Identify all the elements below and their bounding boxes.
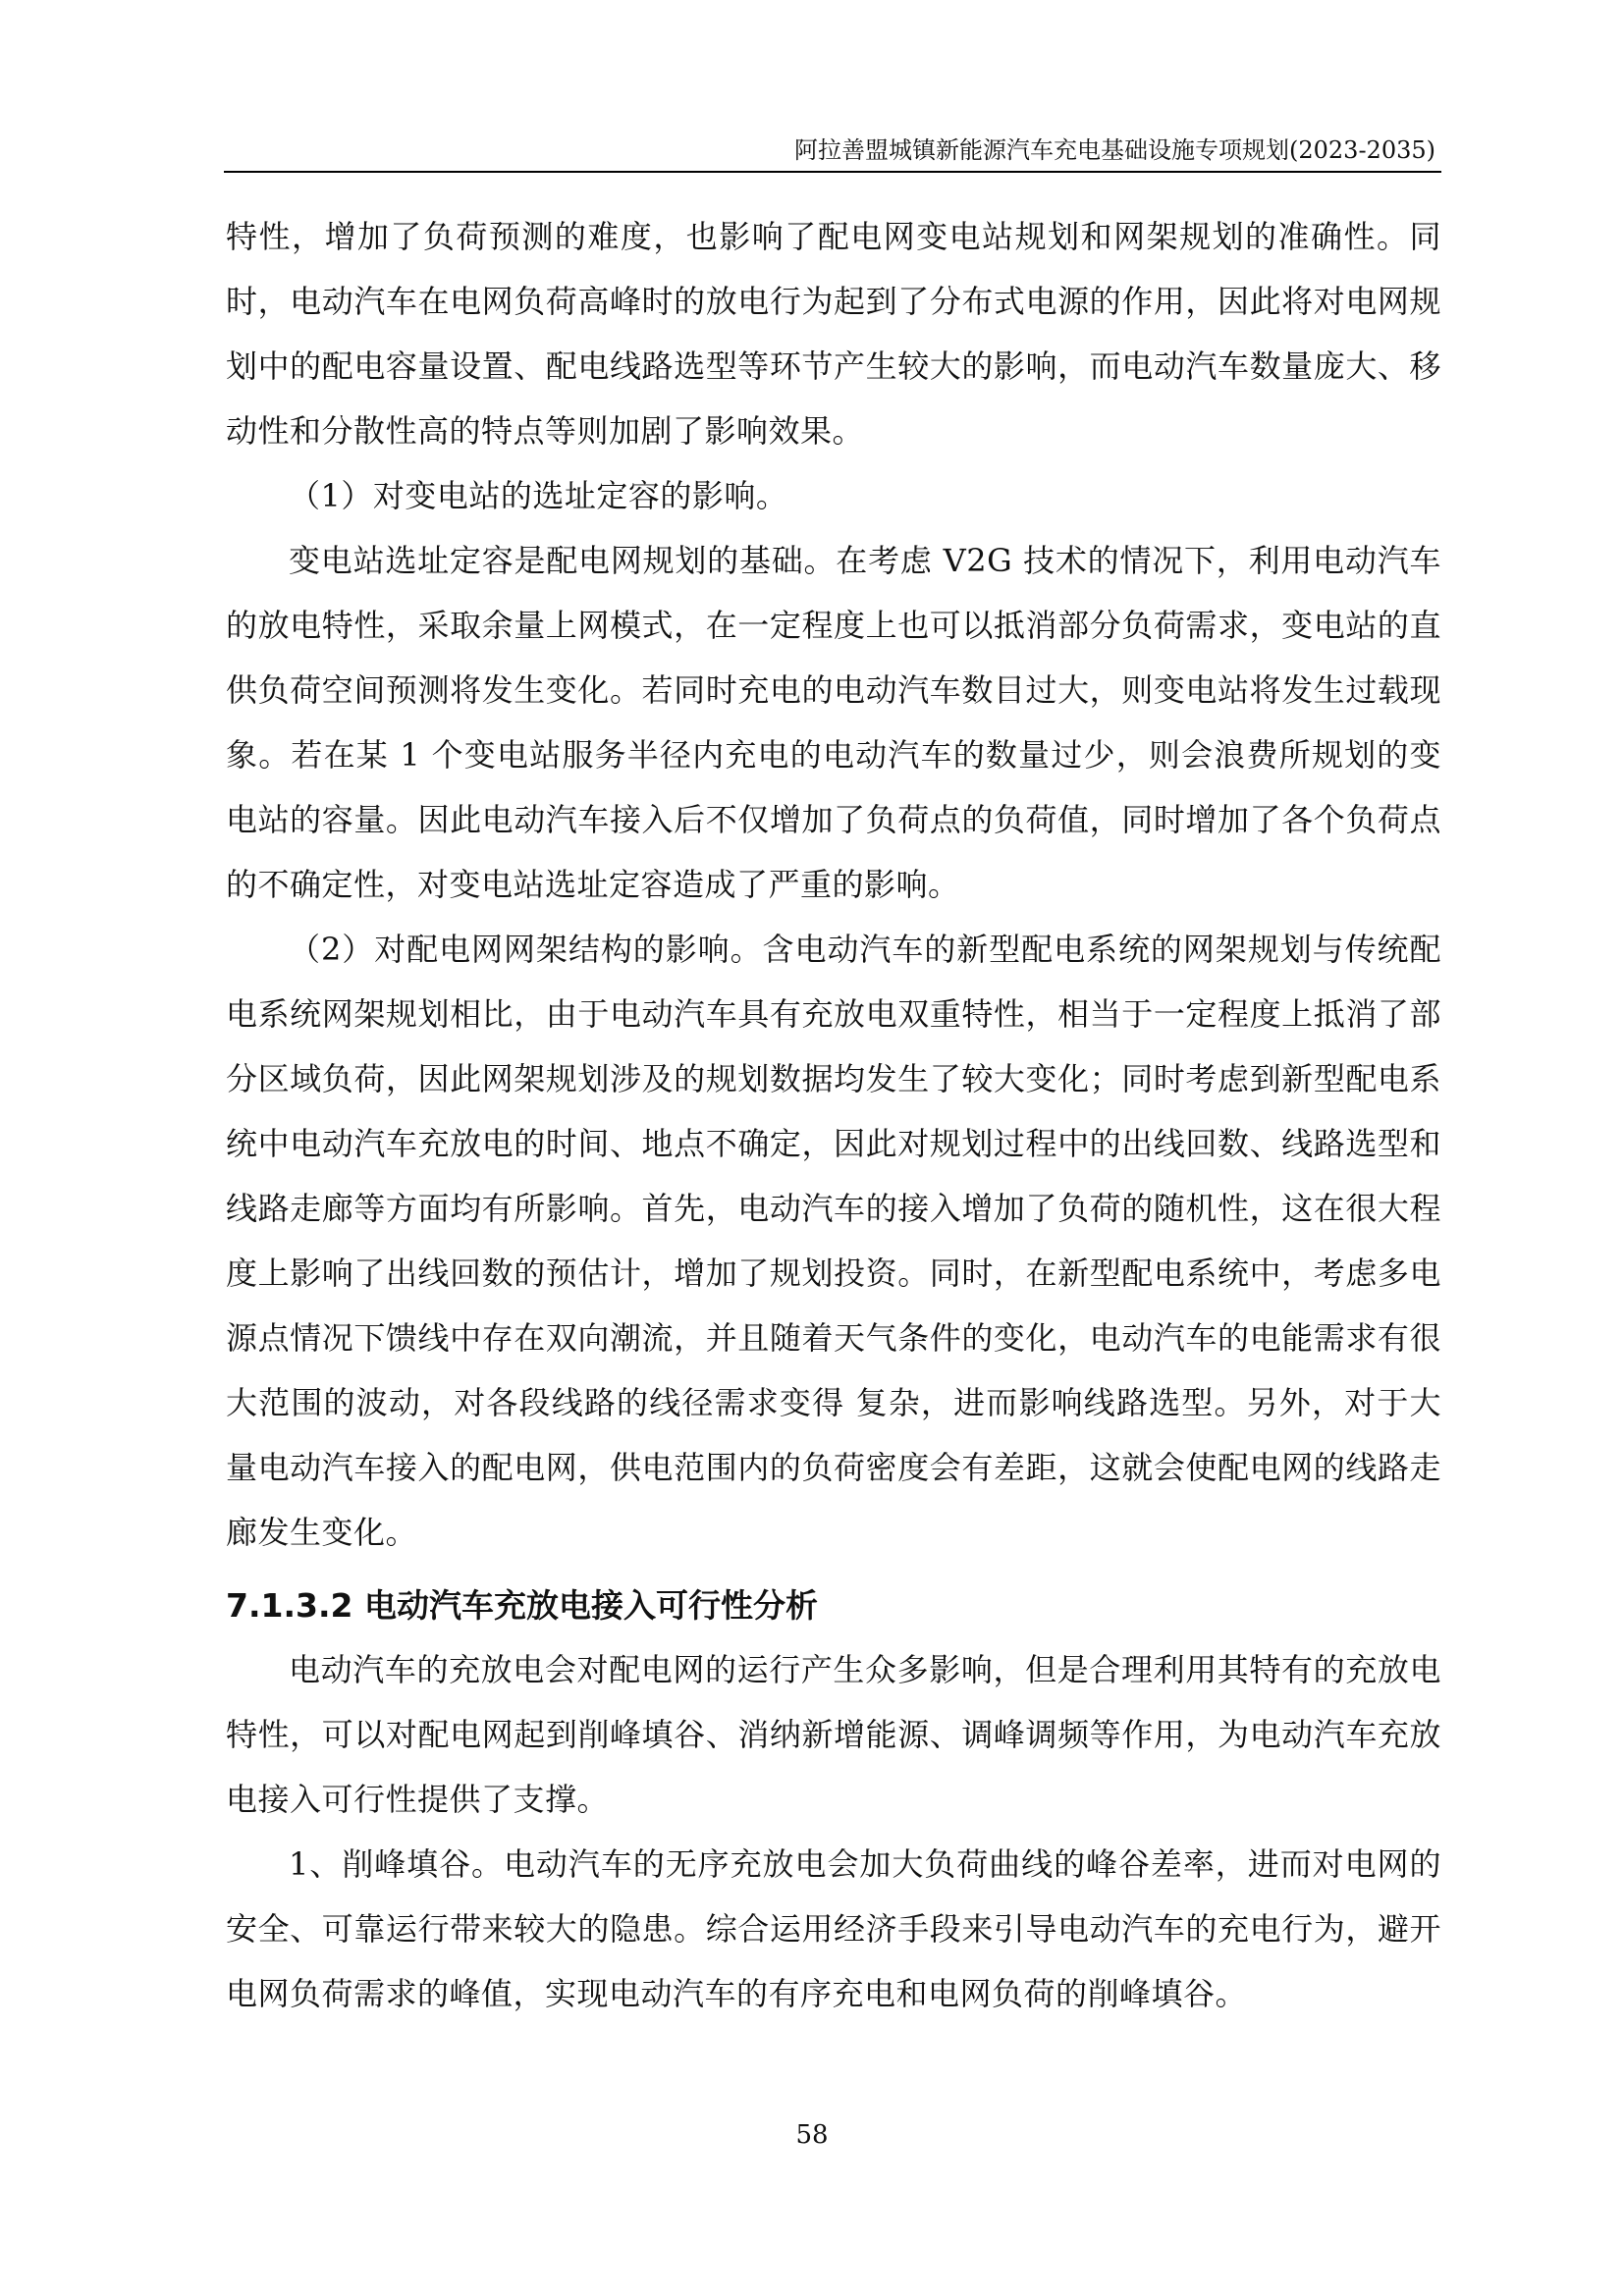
- page-body: [226, 204, 1441, 2026]
- page-number: 58: [795, 2120, 829, 2150]
- paragraph-grid-structure: （2）对配电网网架结构的影响。含电动汽车的新型配电系统的网架规划与传统配电系统网架规划相比，由于电动汽车具有充放电双重特性，相当于一定程度上抵消了部分区域负荷，因此网架规划涉及的规划数据均发生了较大变化；同时考虑到新型配电系统中电动汽车充放电的时间、地点不确定，因此对规划过程中的出线回数、线路选型和线路走廊等方面均有所影响。首先，电动汽车的接入增加了负荷的随机性，这在很大程度上影响了出线回数的预估计，增加了规划投资。同时，在新型配电系统中，考虑多电源点情况下馈线中存在双向潮流，并且随着天气条件的变化，电动汽车的电能需求有很大范围的波动，对各段线路的线径需求变得 复杂，进而影响线路选型。另外，对于大量电动汽车接入的配电网，供电范围内的负荷密度会有差距，这就会使配电网的线路走廊发生变化。: [226, 931, 1441, 1551]
- paragraph-substation-heading: （1）对变电站的选址定容的影响。: [289, 477, 788, 514]
- paragraph-substation-siting: 变电站选址定容是配电网规划的基础。在考虑 V2G 技术的情况下，利用电动汽车的放电特性，采取余量上网模式，在一定程度上也可以抵消部分负荷需求，变电站的直供负荷空间预测将发生变化。若同时充电的电动汽车数目过大，则变电站将发生过载现象。若在某 1 个变电站服务半径内充电的电动汽车的数量过少，则会浪费所规划的变电站的容量。因此电动汽车接入后不仅增加了负荷点的负荷值，同时增加了各个负荷点的不确定性，对变电站选址定容造成了严重的影响。: [226, 542, 1441, 903]
- paragraph-peak-shaving: 1、削峰填谷。电动汽车的无序充放电会加大负荷曲线的峰谷差率，进而对电网的安全、可靠运行带来较大的隐患。综合运用经济手段来引导电动汽车的充电行为，避开电网负荷需求的峰值，实现电动汽车的有序充电和电网负荷的削峰填谷。: [226, 1845, 1441, 2012]
- paragraph-continuation: 特性，增加了负荷预测的难度，也影响了配电网变电站规划和网架规划的准确性。同时，电动汽车在电网负荷高峰时的放电行为起到了分布式电源的作用，因此将对电网规划中的配电容量设置、配电线路选型等环节产生较大的影响，而电动汽车数量庞大、移动性和分散性高的特点等则加剧了影响效果。: [226, 218, 1441, 450]
- paragraph-feasibility-intro: 电动汽车的充放电会对配电网的运行产生众多影响，但是合理利用其特有的充放电特性，可以对配电网起到削峰填谷、消纳新增能源、调峰调频等作用，为电动汽车充放电接入可行性提供了支撑。: [226, 1651, 1441, 1818]
- page-header: [224, 135, 1441, 173]
- document-title-header: 阿拉善盟城镇新能源汽车充电基础设施专项规划(2023-2035): [794, 136, 1435, 164]
- section-heading: 7.1.3.2 电动汽车充放电接入可行性分析: [226, 1586, 818, 1625]
